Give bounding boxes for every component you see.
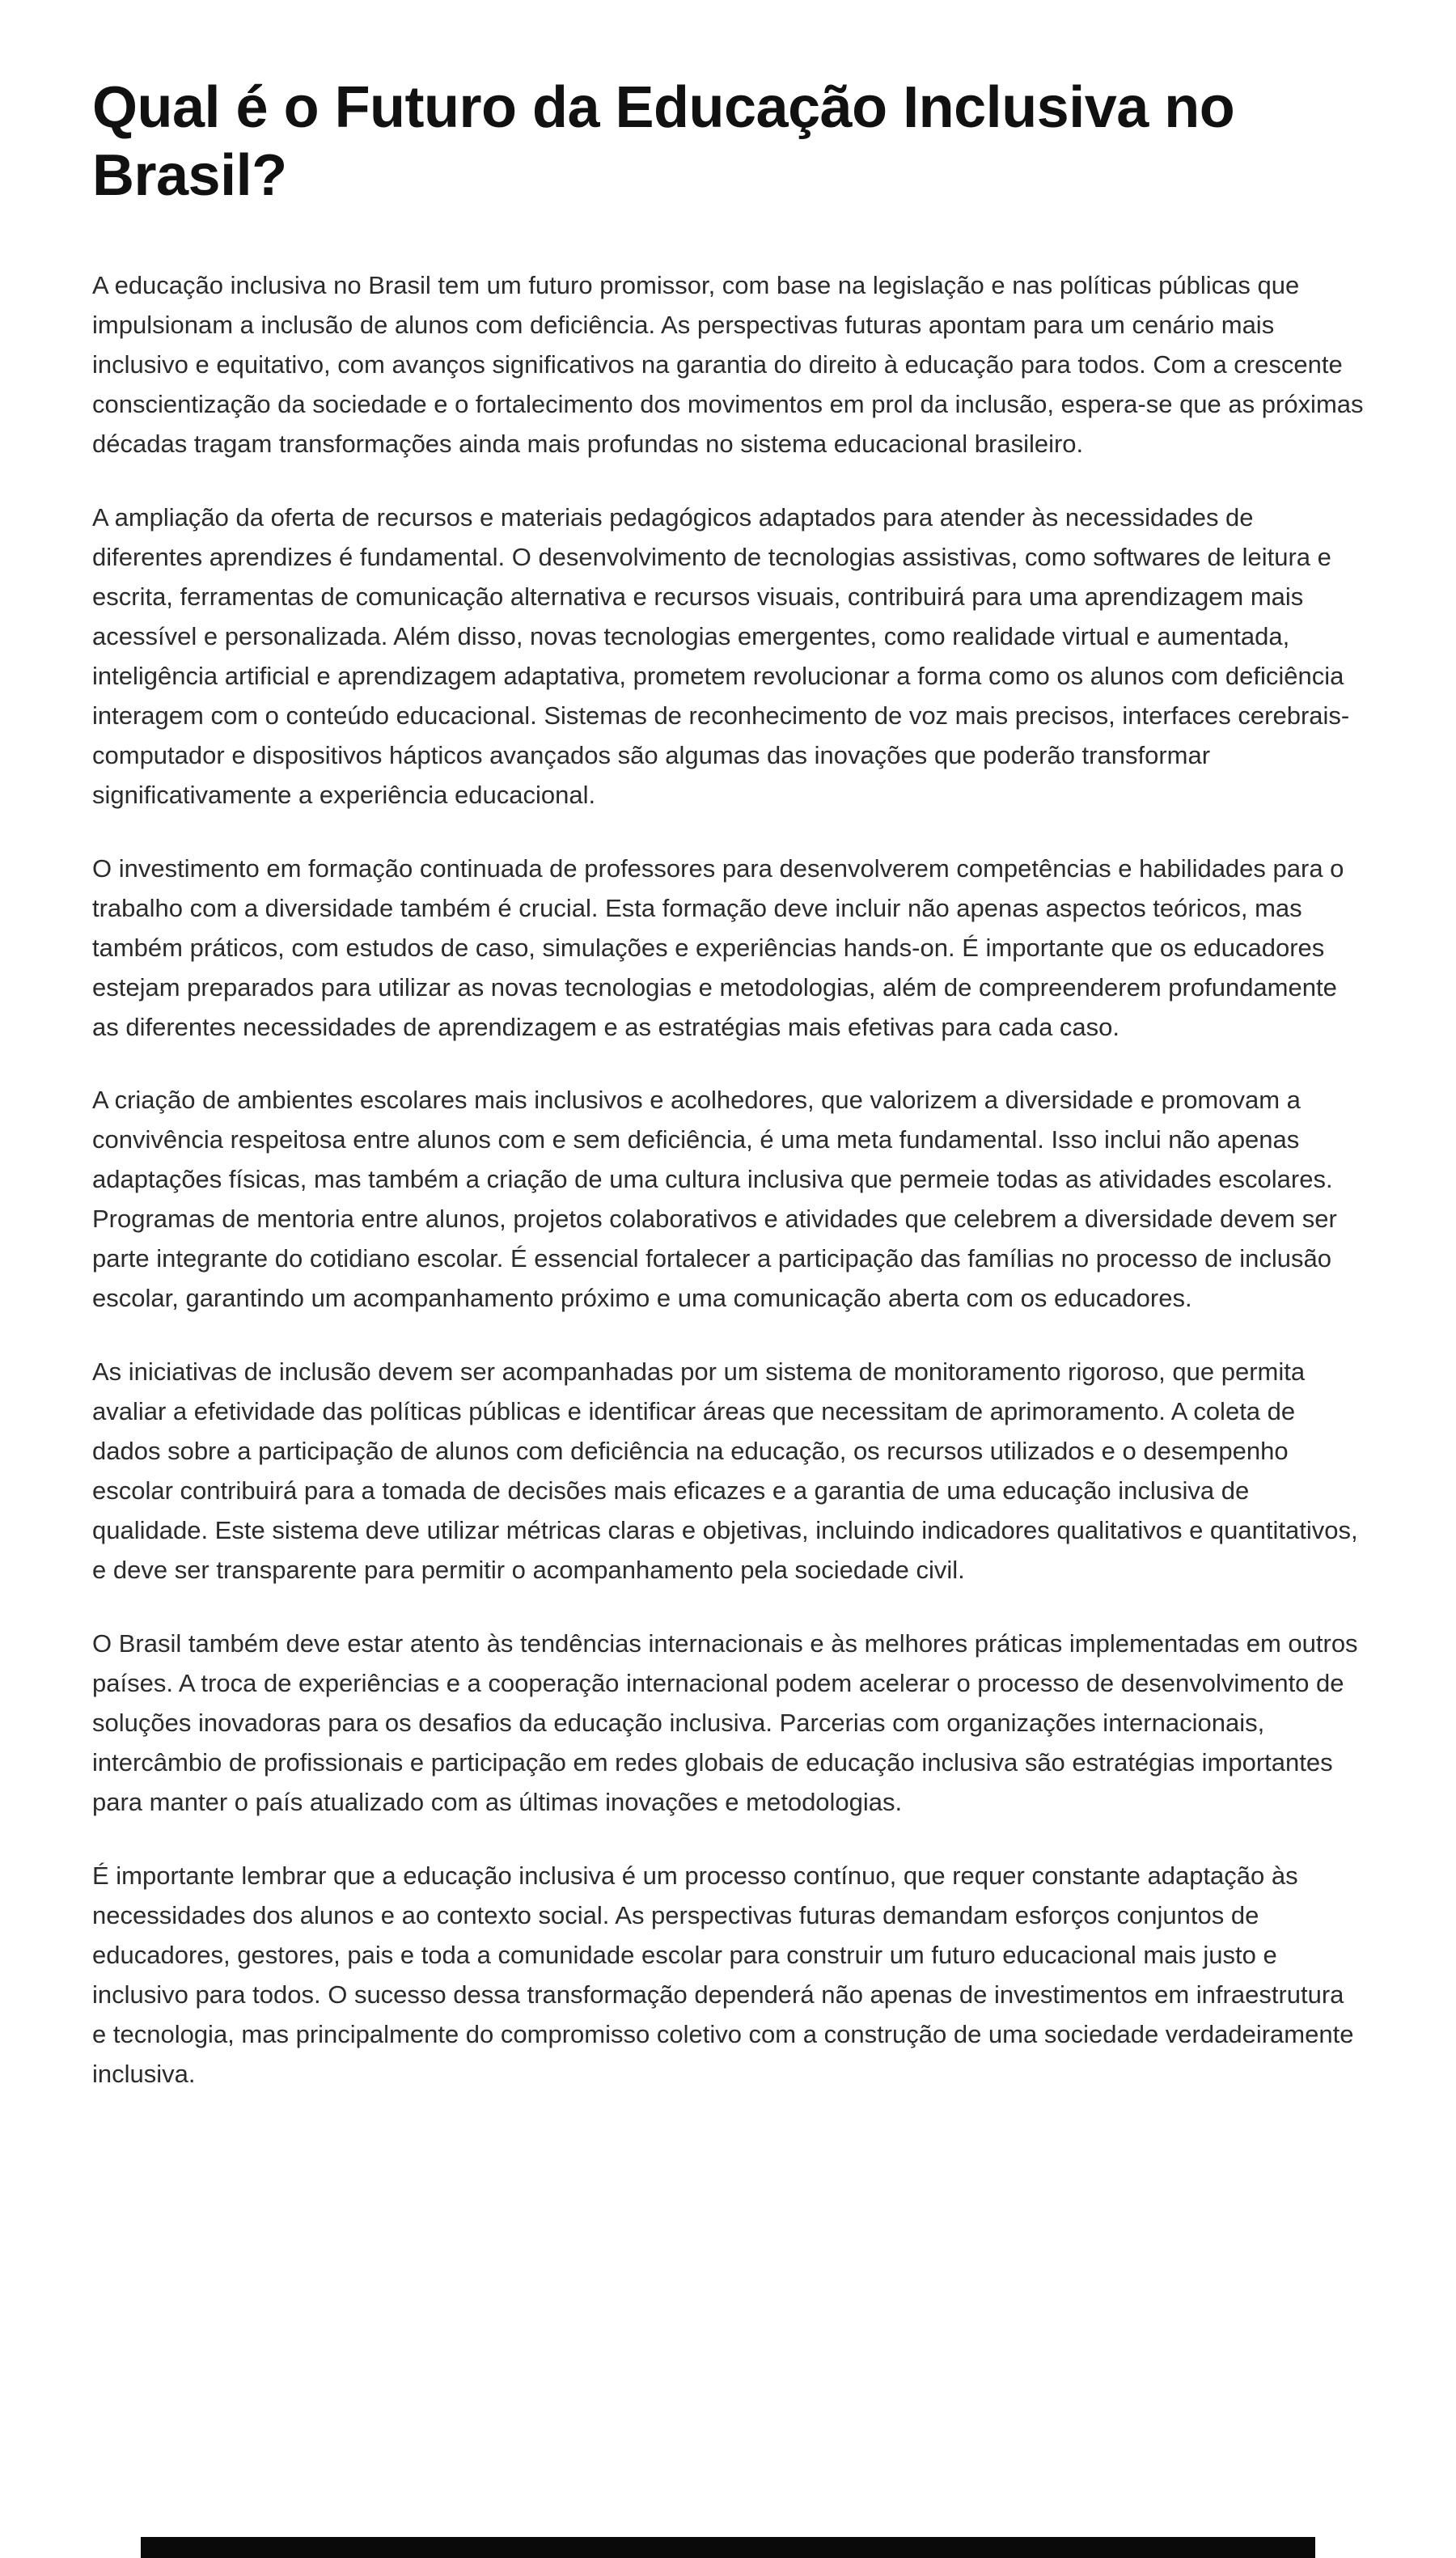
article — [92, 74, 1364, 2094]
page-title: Qual é o Futuro da Educação Inclusiva no Brasil? — [92, 75, 1235, 208]
article-paragraph-4: A criação de ambientes escolares mais inclusivos e acolhedores, que valorizem a diversidade e promovam a convivência respeitosa entre alunos com e sem deficiência, é uma meta fundamental. Isso inclui não apenas adaptações físicas, mas também a criação de uma cultura inclusiva que permeie todas as atividades escolares. Programas de mentoria entre alunos, projetos colaborativos e atividades que celebrem a diversidade devem ser parte integrante do cotidiano escolar. É essencial fortalecer a participação das famílias no processo de inclusão escolar, garantindo um acompanhamento próximo e uma comunicação aberta com os educadores. — [92, 1086, 1337, 1313]
article-paragraph-6: O Brasil também deve estar atento às tendências internacionais e às melhores práticas implementadas em outros países. A troca de experiências e a cooperação internacional podem acelerar o processo de desenvolvimento de soluções inovadoras para os desafios da educação inclusiva. Parcerias com organizações internacionais, intercâmbio de profissionais e participação em redes globais de educação inclusiva são estratégias importantes para manter o país atualizado com as últimas inovações e metodologias. — [92, 1629, 1358, 1816]
article-paragraph-7: É importante lembrar que a educação inclusiva é um processo contínuo, que requer constante adaptação às necessidades dos alunos e ao contexto social. As perspectivas futuras demandam esforços conjuntos de educadores, gestores, pais e toda a comunidade escolar para construir um futuro educacional mais justo e inclusivo para todos. O sucesso dessa transformação dependerá não apenas de investimentos em infraestrutura e tecnologia, mas principalmente do compromisso coletivo com a construção de uma sociedade verdadeiramente inclusiva. — [92, 1861, 1354, 2088]
article-paragraph-1: A educação inclusiva no Brasil tem um futuro promissor, com base na legislação e nas políticas públicas que impulsionam a inclusão de alunos com deficiência. As perspectivas futuras apontam para um cenário mais inclusivo e equitativo, com avanços significativos na garantia do direito à educação para todos. Com a crescente conscientização da sociedade e o fortalecimento dos movimentos em prol da inclusão, espera-se que as próximas décadas tragam transformações ainda mais profundas no sistema educacional brasileiro. — [92, 271, 1364, 458]
article-paragraph-2: A ampliação da oferta de recursos e materiais pedagógicos adaptados para atender às necessidades de diferentes aprendizes é fundamental. O desenvolvimento de tecnologias assistivas, como softwares de leitura e escrita, ferramentas de comunicação alternativa e recursos visuais, contribuirá para uma aprendizagem mais acessível e personalizada. Além disso, novas tecnologias emergentes, como realidade virtual e aumentada, inteligência artificial e aprendizagem adaptativa, prometem revolucionar a forma como os alunos com deficiência interagem com o conteúdo educacional. Sistemas de reconhecimento de voz mais precisos, interfaces cerebrais-computador e dispositivos hápticos avançados são algumas das inovações que poderão transformar significativamente a experiência educacional. — [92, 502, 1350, 809]
article-paragraph-5: As iniciativas de inclusão devem ser acompanhadas por um sistema de monitoramento rigoroso, que permita avaliar a efetividade das políticas públicas e identificar áreas que necessitam de aprimoramento. A coleta de dados sobre a participação de alunos com deficiência na educação, os recursos utilizados e o desempenho escolar contribuirá para a tomada de decisões mais eficazes e a garantia de uma educação inclusiva de qualidade. Este sistema deve utilizar métricas claras e objetivas, incluindo indicadores qualitativos e quantitativos, e deve ser transparente para permitir o acompanhamento pela sociedade civil. — [92, 1357, 1358, 1585]
footer-bar — [141, 2537, 1315, 2558]
article-paragraph-3: O investimento em formação continuada de professores para desenvolverem competências e habilidades para o trabalho com a diversidade também é crucial. Esta formação deve incluir não apenas aspectos teóricos, mas também práticos, com estudos de caso, simulações e experiências hands-on. É importante que os educadores estejam preparados para utilizar as novas tecnologias e metodologias, além de compreenderem profundamente as diferentes necessidades de aprendizagem e as estratégias mais efetivas para cada caso. — [92, 853, 1344, 1041]
